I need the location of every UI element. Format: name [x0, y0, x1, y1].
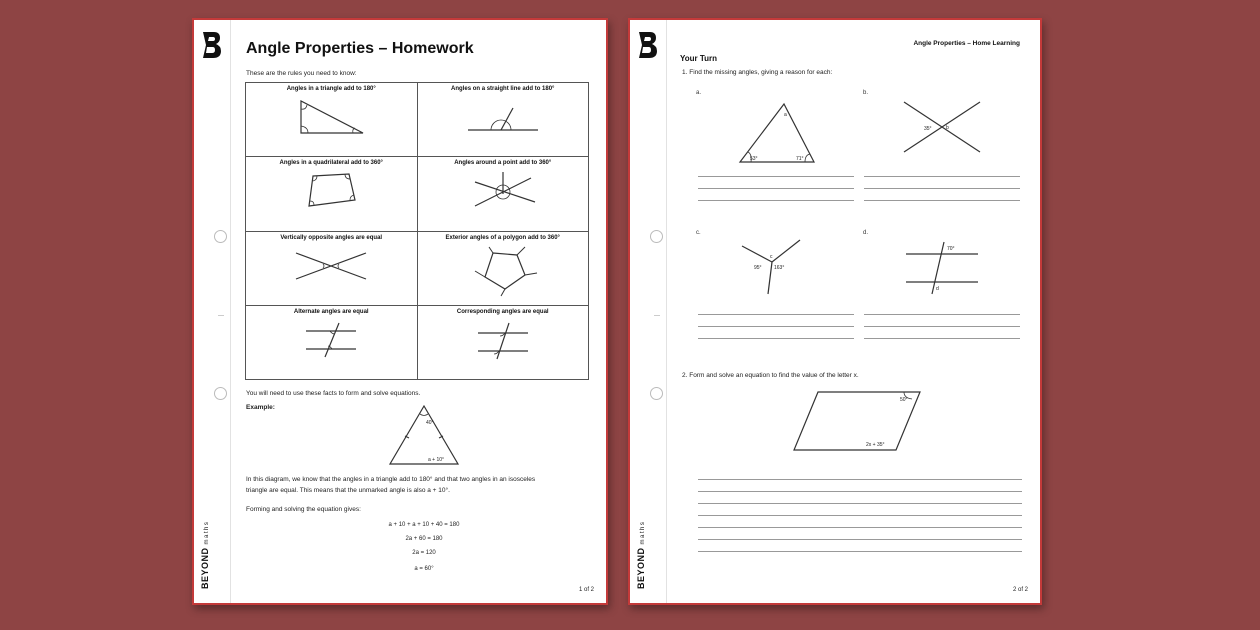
rule-caption: Angles on a straight line add to 180° — [451, 86, 555, 92]
angles-around-point-diagram — [463, 170, 543, 214]
equation-line: a = 60° — [414, 566, 434, 572]
rule-cell — [417, 157, 589, 231]
brand-wordmark: BEYONDmaths — [636, 520, 646, 589]
answer-lines — [698, 479, 1022, 563]
rule-caption: Angles around a point add to 360° — [454, 160, 552, 167]
beyond-logo-icon — [636, 30, 658, 60]
binder-hole — [214, 230, 227, 243]
question-2: 2. Form and solve an equation to find the value of the letter x. — [682, 372, 859, 379]
angle-marker: a — [784, 112, 787, 118]
answer-lines — [698, 176, 854, 212]
straight-line-angles-diagram — [463, 96, 543, 138]
fold-mark — [218, 315, 224, 316]
angle-c2-label: 163° — [774, 265, 785, 271]
fold-mark — [654, 315, 660, 316]
rule-cell — [417, 83, 589, 157]
question-a-triangle — [734, 100, 824, 166]
worksheet-page-1 — [192, 18, 608, 605]
angle-marker: b — [946, 125, 949, 131]
rules-table — [245, 82, 589, 380]
question-2-parallelogram — [790, 388, 924, 454]
angle-a1-label: 53° — [750, 156, 758, 162]
equation-line: a + 10 + a + 10 + 40 = 180 — [388, 522, 460, 528]
rule-caption: Angles in a triangle add to 180° — [286, 86, 376, 92]
rule-cell — [417, 231, 589, 305]
rule-caption: Alternate angles are equal — [293, 308, 369, 315]
beyond-logo-icon — [200, 30, 222, 60]
angle-c1-label: 95° — [754, 265, 762, 271]
rule-caption: Exterior angles of a polygon add to 360° — [445, 234, 560, 241]
part-label: d. — [863, 230, 869, 236]
part-label: c. — [696, 230, 701, 236]
question-1: 1. Find the missing angles, giving a reason for each: — [682, 69, 833, 76]
rule-caption: Vertically opposite angles are equal — [280, 234, 383, 241]
rule-caption: Angles in a quadrilateral add to 360° — [279, 160, 383, 167]
facts-text: You will need to use these facts to form and solve equations. — [246, 390, 421, 397]
your-turn-heading: Your Turn — [680, 54, 718, 63]
page-margin-strip — [194, 20, 231, 603]
angle-marker: c — [770, 254, 773, 260]
binder-hole — [214, 387, 227, 400]
example-label: Example: — [246, 404, 275, 411]
forming-text: Forming and solving the equation gives: — [246, 506, 361, 513]
part-label: a. — [696, 90, 702, 96]
page-margin-strip — [630, 20, 667, 603]
page-title: Angle Properties – Homework — [246, 40, 474, 57]
explain-line: In this diagram, we know that the angles in a triangle add to 180° and that two angles in an isosceles — [246, 476, 536, 483]
question-b-crossing-lines — [900, 98, 984, 156]
intro-text: These are the rules you need to know: — [246, 70, 357, 77]
example-angle-right: a + 10° — [428, 457, 445, 463]
brand-wordmark: BEYONDmaths — [200, 520, 210, 589]
binder-hole — [650, 387, 663, 400]
answer-lines — [864, 176, 1020, 212]
rule-caption: Corresponding angles are equal — [456, 308, 549, 315]
exterior-angles-diagram — [463, 245, 543, 297]
answer-lines — [864, 314, 1020, 350]
equation-line: 2a = 120 — [412, 550, 436, 556]
angle-marker: d — [936, 286, 939, 292]
angle-q2-top-label: 50° — [900, 397, 908, 403]
alternate-angles-diagram — [291, 319, 371, 361]
equation-line: 2a + 60 = 180 — [405, 536, 443, 542]
triangle-angles-diagram — [291, 96, 371, 138]
angle-q2-bottom-label: 2x + 35° — [866, 442, 885, 448]
corresponding-angles-diagram — [463, 319, 543, 361]
example-isosceles-triangle — [384, 402, 464, 468]
page-number: 2 of 2 — [1012, 587, 1028, 593]
example-angle-top: 40° — [426, 420, 434, 426]
rule-cell — [246, 231, 418, 305]
answer-lines — [698, 314, 854, 350]
vertically-opposite-angles-diagram — [291, 245, 371, 287]
angle-d-label: 70° — [947, 246, 955, 252]
rule-cell — [246, 157, 418, 231]
worksheet-page-2 — [628, 18, 1042, 605]
angle-a2-label: 71° — [796, 156, 804, 162]
quadrilateral-angles-diagram — [291, 170, 371, 214]
rule-cell — [246, 83, 418, 157]
binder-hole — [650, 230, 663, 243]
explain-line: triangle are equal. This means that the unmarked angle is also a + 10°. — [246, 487, 450, 494]
question-c-angles-at-point — [738, 238, 808, 296]
angle-b-label: 35° — [924, 126, 932, 132]
page-header: Angle Properties – Home Learning — [913, 40, 1020, 47]
part-label: b. — [863, 90, 869, 96]
question-d-parallel-lines — [902, 240, 982, 296]
rule-cell — [246, 305, 418, 379]
rule-cell — [417, 305, 589, 379]
page-number: 1 of 2 — [578, 587, 594, 593]
